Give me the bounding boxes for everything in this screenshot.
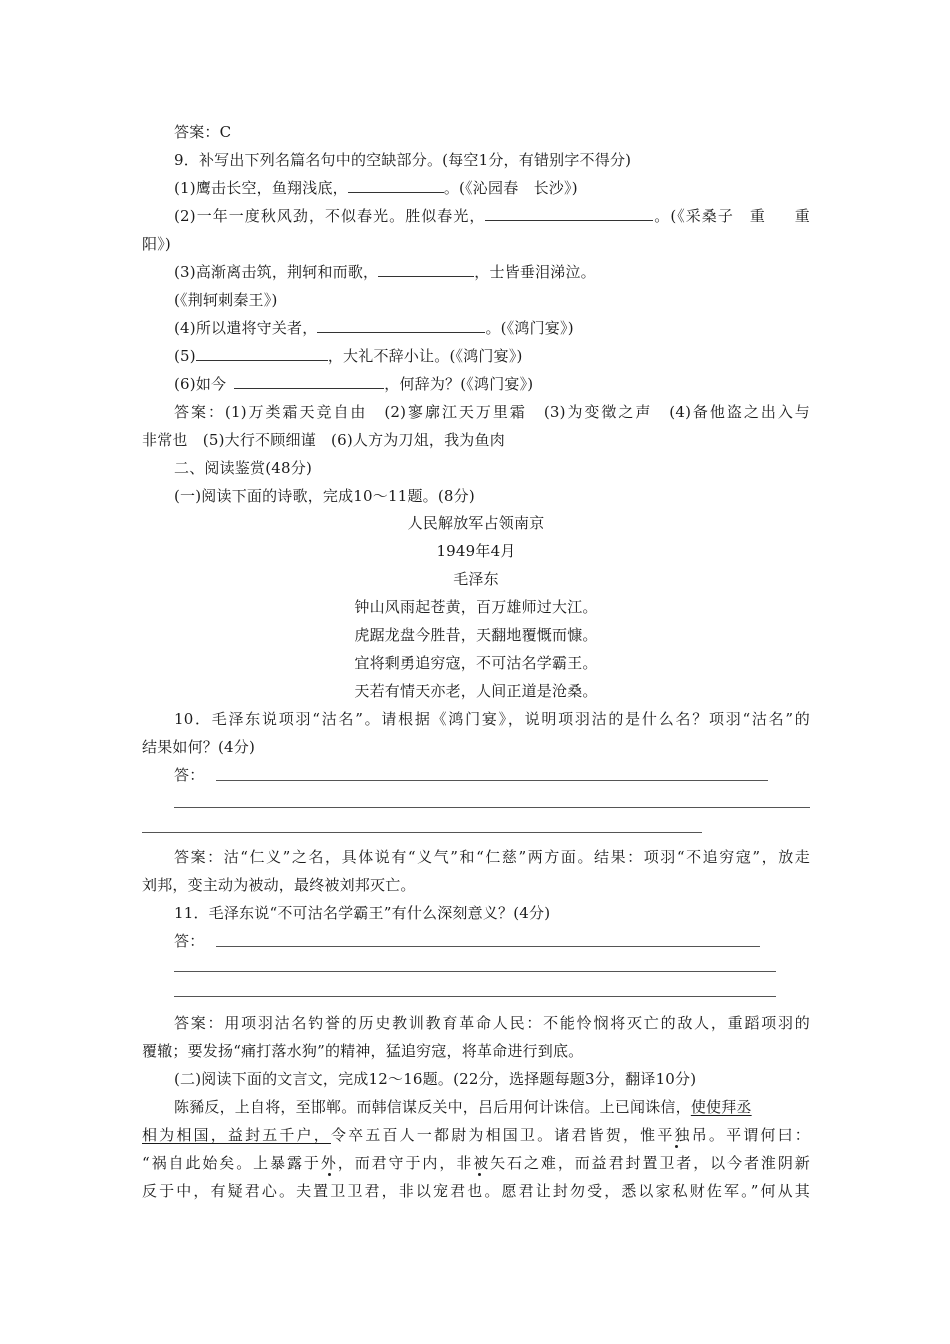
q9-item-3: (3)高渐离击筑，荆轲和而歌， ，士皆垂泪涕泣。 bbox=[174, 263, 596, 281]
q9-item-2: (2)一年一度秋风劲，不似春光。胜似春光， 。(《采桑子 重 重 bbox=[174, 207, 811, 225]
emphasis-dot bbox=[328, 1173, 331, 1176]
poem-line-2: 虎踞龙盘今胜昔，天翻地覆慨而慷。 bbox=[354, 626, 598, 644]
answer-blank[interactable] bbox=[196, 346, 328, 361]
answer-blank[interactable] bbox=[348, 178, 444, 193]
answer-8: 答案：C bbox=[174, 123, 232, 141]
answer-10-label: 答： bbox=[174, 766, 205, 784]
q9-item-1: (1)鹰击长空，鱼翔浅底， 。(《沁园春 长沙》) bbox=[174, 179, 578, 197]
q9-item-3-source: (《荆轲刺秦王》) bbox=[174, 291, 278, 309]
poem-author: 毛泽东 bbox=[453, 570, 499, 588]
answer-line[interactable] bbox=[216, 780, 768, 781]
answer-9-line1: 答案：(1)万类霜天竞自由 (2)寥廓江天万里霜 (3)为变徵之声 (4)备他盗之出入与 bbox=[174, 403, 810, 421]
poem-line-1: 钟山风雨起苍黄，百万雄师过大江。 bbox=[354, 598, 598, 616]
answer-11-line1: 答案：用项羽沽名钓誉的历史教训教育革命人民：不能怜悯将灭亡的敌人，重蹈项羽的 bbox=[174, 1014, 810, 1032]
answer-blank[interactable] bbox=[234, 374, 384, 389]
q9-item-5: (5) ，大礼不辞小让。(《鸿门宴》) bbox=[174, 347, 523, 365]
passage-line-3: “祸自此始矣。上暴露于外，而君守于内，非被矢石之难，而益君封置卫者，以今者淮阴新 bbox=[142, 1154, 810, 1172]
passage-line-4: 反于中，有疑君心。夫置卫卫君，非以宠君也。愿君让封勿受，悉以家私财佐军。”何从其 bbox=[142, 1182, 810, 1200]
passage-line-1: 陈豨反，上自将，至邯郸。而韩信谋反关中，吕后用何计诛信。上已闻诛信，使使拜丞 bbox=[174, 1098, 752, 1116]
poem-date: 1949年4月 bbox=[436, 542, 516, 560]
emphasis-dot bbox=[675, 1145, 678, 1148]
q9-item-4: (4)所以遣将守关者， 。(《鸿门宴》) bbox=[174, 319, 574, 337]
answer-line[interactable] bbox=[216, 946, 760, 947]
question-11: 11．毛泽东说“不可沽名学霸王”有什么深刻意义？(4分) bbox=[174, 904, 551, 922]
answer-9-line2: 非常也 (5)大行不顾细谨 (6)人方为刀俎，我为鱼肉 bbox=[142, 431, 505, 449]
subsection-2-heading: (二)阅读下面的文言文，完成12～16题。(22分，选择题每题3分，翻译10分) bbox=[174, 1070, 697, 1088]
answer-11-label: 答： bbox=[174, 932, 205, 950]
answer-11-line2: 覆辙；要发扬“痛打落水狗”的精神，猛追穷寇，将革命进行到底。 bbox=[142, 1042, 584, 1060]
q9-item-2-cont: 阳》) bbox=[142, 235, 171, 253]
answer-line[interactable] bbox=[142, 832, 702, 833]
answer-10-line1: 答案：沽“仁义”之名，具体说有“义气”和“仁慈”两方面。结果：项羽“不追穷寇”，放走 bbox=[174, 848, 810, 866]
emphasis-dot bbox=[478, 1173, 481, 1176]
passage-line-2: 相为相国，益封五千户，令卒五百人一都尉为相国卫。诸君皆贺，惟平独吊。平谓何曰： bbox=[142, 1126, 810, 1144]
answer-line[interactable] bbox=[174, 971, 776, 972]
answer-line[interactable] bbox=[174, 996, 776, 997]
poem-line-4: 天若有情天亦老，人间正道是沧桑。 bbox=[354, 682, 598, 700]
section-2-heading: 二、阅读鉴赏(48分) bbox=[174, 459, 312, 477]
answer-blank[interactable] bbox=[485, 206, 653, 221]
question-9-stem: 9．补写出下列名篇名句中的空缺部分。(每空1分，有错别字不得分) bbox=[174, 151, 632, 169]
answer-10-line2: 刘邦，变主动为被动，最终被刘邦灭亡。 bbox=[142, 876, 416, 894]
q9-item-6: (6)如今 ，何辞为？(《鸿门宴》) bbox=[174, 375, 534, 393]
question-10-line2: 结果如何？(4分) bbox=[142, 738, 256, 756]
poem-line-3: 宜将剩勇追穷寇，不可沽名学霸王。 bbox=[354, 654, 598, 672]
underlined-sentence: 使使拜丞 bbox=[690, 1098, 752, 1116]
underlined-sentence: 相为相国，益封五千户， bbox=[142, 1126, 331, 1144]
question-10-line1: 10．毛泽东说项羽“沽名”。请根据《鸿门宴》，说明项羽沽的是什么名？项羽“沽名”的 bbox=[174, 710, 810, 728]
subsection-1-heading: (一)阅读下面的诗歌，完成10～11题。(8分) bbox=[174, 487, 475, 505]
answer-line[interactable] bbox=[174, 807, 810, 808]
answer-blank[interactable] bbox=[317, 318, 485, 333]
answer-blank[interactable] bbox=[378, 262, 474, 277]
poem-title: 人民解放军占领南京 bbox=[407, 514, 545, 532]
